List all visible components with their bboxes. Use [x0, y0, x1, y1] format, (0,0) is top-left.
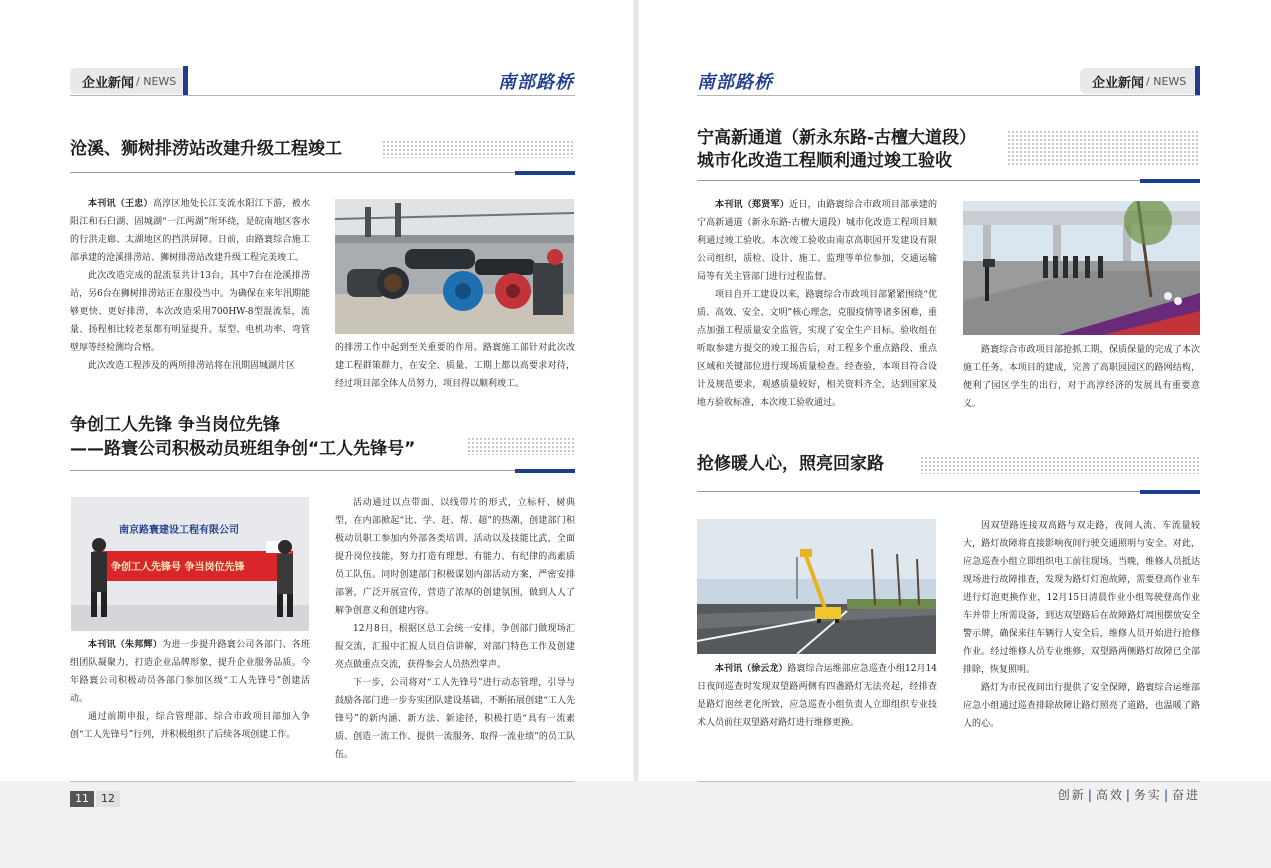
- article3-title-accent: [1140, 179, 1200, 183]
- section-label: 企业新闻: [1092, 75, 1145, 91]
- article1-title-accent: [515, 171, 575, 175]
- article1-byline: 本刊讯（王忠）: [88, 199, 153, 209]
- article3-title-rule: [697, 180, 1200, 181]
- streetlight-repair-photo: [697, 519, 936, 654]
- article3-title-line2: 城市化改造工程顺利通过竣工验收: [697, 151, 952, 171]
- article1-paragraph: 的排涝工作中起到至关重要的作用。路寰施工部针对此次改建工程群策群力，在安全、质量、工期上都以高要求对待，经过项目部全体人员努力，项目得以顺利竣工。: [335, 343, 575, 389]
- streetlight-repair-image: [697, 519, 936, 654]
- article3-column-2: [963, 341, 1200, 413]
- article4-title-rule: [697, 491, 1200, 492]
- footer-slogan: 创新 | 高效 | 务实 | 奋进: [1057, 788, 1200, 802]
- slogan-word: 创新: [1057, 788, 1086, 802]
- article4-column-1: [697, 660, 937, 732]
- article4-paragraph: 路寰综合运维部应急巡查小组12月14日夜间巡查时发现双望路两侧有四盏路灯无法亮起，经排查是路灯泡丝老化所致，应急巡查小组负责人立即组织专业技术人员前往双望路对路灯进行维修更换。: [697, 664, 937, 728]
- section-tab-right: [1080, 68, 1198, 94]
- article1-paragraph: 高淳区地处长江支流水阳江下游，被水阳江和石臼湖、固城湖“一江两湖”所环绕，是皖南地区客水的行洪走廊、太湖地区的挡洪屏障。日前，由路寰综合施工部承建的沧溪排涝站、狮树排涝站改建升级工程完美竣工。: [70, 199, 310, 263]
- article2-title-line1: 争创工人先锋 争当岗位先锋: [70, 415, 280, 435]
- slogan-word: 务实: [1133, 788, 1162, 802]
- article3-column-1: [697, 196, 937, 412]
- article2-title-line2: ——路寰公司积极动员班组争创“工人先锋号”: [70, 439, 416, 459]
- title-dot-pattern: [920, 456, 1200, 474]
- article4-byline: 本刊讯（徐云龙）: [715, 664, 788, 674]
- pump-station-photo: [335, 199, 574, 334]
- article2-title-rule: [70, 470, 575, 471]
- slogan-word: 奋进: [1171, 788, 1200, 802]
- article3-paragraph: 项目自开工建设以来，路寰综合市政项目部紧紧围绕“优质、高效、安全、文明”核心理念，克服疫情等诸多困难，重点加强工程质量安全监管，实现了安全生产目标。验收组在听取参建方提交的竣工报告后，对工程多个重点路段、重点区域和关键部位进行现场质量检查。经查验，本项目符合设计及规范要求，观感质量较好，相关资料齐全，达到国家及地方验收标准，本次竣工验收通过。: [697, 290, 937, 408]
- page-number-right: 12: [96, 791, 120, 807]
- page-number-left: 11: [70, 791, 94, 807]
- header-rule-left: [70, 95, 575, 96]
- company-sign: 南京路寰建设工程有限公司: [119, 525, 239, 536]
- article1-title-rule: [70, 172, 575, 173]
- article3-paragraph: 路寰综合市政项目部抢抓工期，保质保量的完成了本次施工任务。本项目的建成，完善了高职园园区的路网结构，便利了园区学生的出行，对于高淳经济的发展具有重要意义。: [963, 345, 1200, 409]
- article1-column-2: [335, 339, 575, 393]
- article2-paragraph: 下一步，公司将对“工人先锋号”进行动态管理，引导与鼓励各部门进一步夯实团队建设基础，不断拓展创建“工人先锋号”的新内涵、新方法、新途径，积极打造“具有一流素质、创造一流工作、提供一流服务、取得一流业绩”的员工队伍。: [335, 678, 575, 760]
- slogan-word: 高效: [1095, 788, 1124, 802]
- article2-paragraph: 为进一步提升路寰公司各部门、各班组团队凝聚力，打造企业品牌形象，提升企业服务品质。今年路寰公司积极动员各部门参加区级“工人先锋号”创建活动。: [70, 640, 310, 704]
- banner-slogan: 争创工人先锋号 争当岗位先锋: [111, 562, 245, 573]
- article2-paragraph: 12月8日，根据区总工会统一安排，争创部门做现场汇报交流，汇报中汇报人员自信讲解，对部门特色工作及创建亮点做重点交流，获得参会人员热烈掌声。: [335, 624, 575, 670]
- article2-byline: 本刊讯（朱邦辉）: [88, 640, 163, 650]
- article1-title: 沧溪、狮树排涝站改建升级工程竣工: [70, 139, 342, 159]
- section-sub: / NEWS: [1146, 74, 1187, 88]
- road-inspection-image: [963, 201, 1200, 335]
- article4-title-accent: [1140, 490, 1200, 494]
- footer-rule-left: [70, 781, 575, 782]
- article2-title-accent: [515, 469, 575, 473]
- title-dot-pattern: [382, 140, 574, 158]
- article2-column-2: [335, 494, 575, 764]
- tab-stripe-right: [1195, 66, 1200, 96]
- article4-paragraph: 路灯为市民夜间出行提供了安全保障，路寰综合运维部应急小组通过巡查排除故障让路灯照亮了道路，也温暖了路人的心。: [963, 683, 1200, 729]
- article1-paragraph: 此次改造完成的混流泵共计13台，其中7台在沧溪排涝站，另6台在狮树排涝站正在服役当中。为确保在来年汛期能够更快、更好排涝，本次改造采用700HW-8型混流泵，流量、扬程相比较老泵都有明显提升。泵型、电机功率、弯管壁厚等经检测均合格。: [70, 271, 310, 353]
- article2-column-1: [70, 636, 310, 744]
- section-tab-left: [70, 68, 188, 94]
- article2-paragraph: 通过前期申报，综合管理部、综合市政项目部加入争创“工人先锋号”行列，并积极组织了后续各项创建工作。: [70, 712, 310, 740]
- article3-title-line1: 宁高新通道（新永东路-古檀大道段）: [697, 128, 977, 148]
- footer-rule-right: [697, 781, 1200, 782]
- logo-right: 南部路桥: [697, 72, 773, 93]
- article2-paragraph: 活动通过以点带面、以线带片的形式，立标杆、树典型，在内部掀起“比、学、赶、帮、超”的热潮，创建部门积极动员职工参加内外部各类培训、活动以及技能比武，全面提升岗位技能，努力打造有理想、有能力、有纪律的高素质员工队伍。同时创建部门积极谋划内部活动方案，严密安排部署，广泛开展宣传，营造了浓厚的创建氛围，做到人人了解争创意义和创建内容。: [335, 498, 575, 616]
- page-gutter: [633, 0, 639, 868]
- article1-column-1: [70, 195, 310, 375]
- logo-left: 南部路桥: [498, 72, 574, 93]
- tab-stripe-left: [183, 66, 188, 96]
- title-dot-pattern: [1007, 130, 1200, 166]
- article4-column-2: [963, 517, 1200, 733]
- pump-station-image: [335, 199, 574, 334]
- article4-paragraph: 因双望路连接双高路与双走路，夜间人流、车流量较大，路灯故障将直接影响夜间行驶交通照明与安全。对此，应急巡查小组立即组织电工前往现场。当晚，维修人员抵达现场进行故障排查，发现为路灯灯泡故障，需要登高作业车进行灯泡更换作业，12月15日清晨作业小组驾驶登高作业车并带上所需设备，到达双望路后在故障路灯周围摆放安全警示牌，确保来往车辆行人安全后，维修人员开始进行抢修作业。经过维修人员专业维修，双望路两侧路灯故障已全部排除，恢复照明。: [963, 521, 1200, 675]
- road-inspection-photo: [963, 201, 1200, 335]
- header-rule-right: [697, 95, 1200, 96]
- pioneer-banner-photo: [71, 497, 309, 631]
- article3-paragraph: 近日，由路寰综合市政项目部承建的宁高新通道（新永东路-古檀大道段）城市化改造工程项目顺利通过竣工验收。本次竣工验收由南京高职园开发建设有限公司组织，质检、设计、施工、监理等单位参加，交通运输局等有关主管部门进行过程监督。: [697, 200, 937, 282]
- article4-title: 抢修暖人心，照亮回家路: [697, 454, 884, 474]
- article1-paragraph: 此次改造工程涉及的两所排涝站将在汛期固城湖片区: [88, 361, 296, 371]
- article3-byline: 本刊讯（郑贤军）: [715, 200, 790, 210]
- section-sub: / NEWS: [136, 74, 177, 88]
- title-dot-pattern: [467, 437, 574, 455]
- section-label: 企业新闻: [82, 75, 135, 91]
